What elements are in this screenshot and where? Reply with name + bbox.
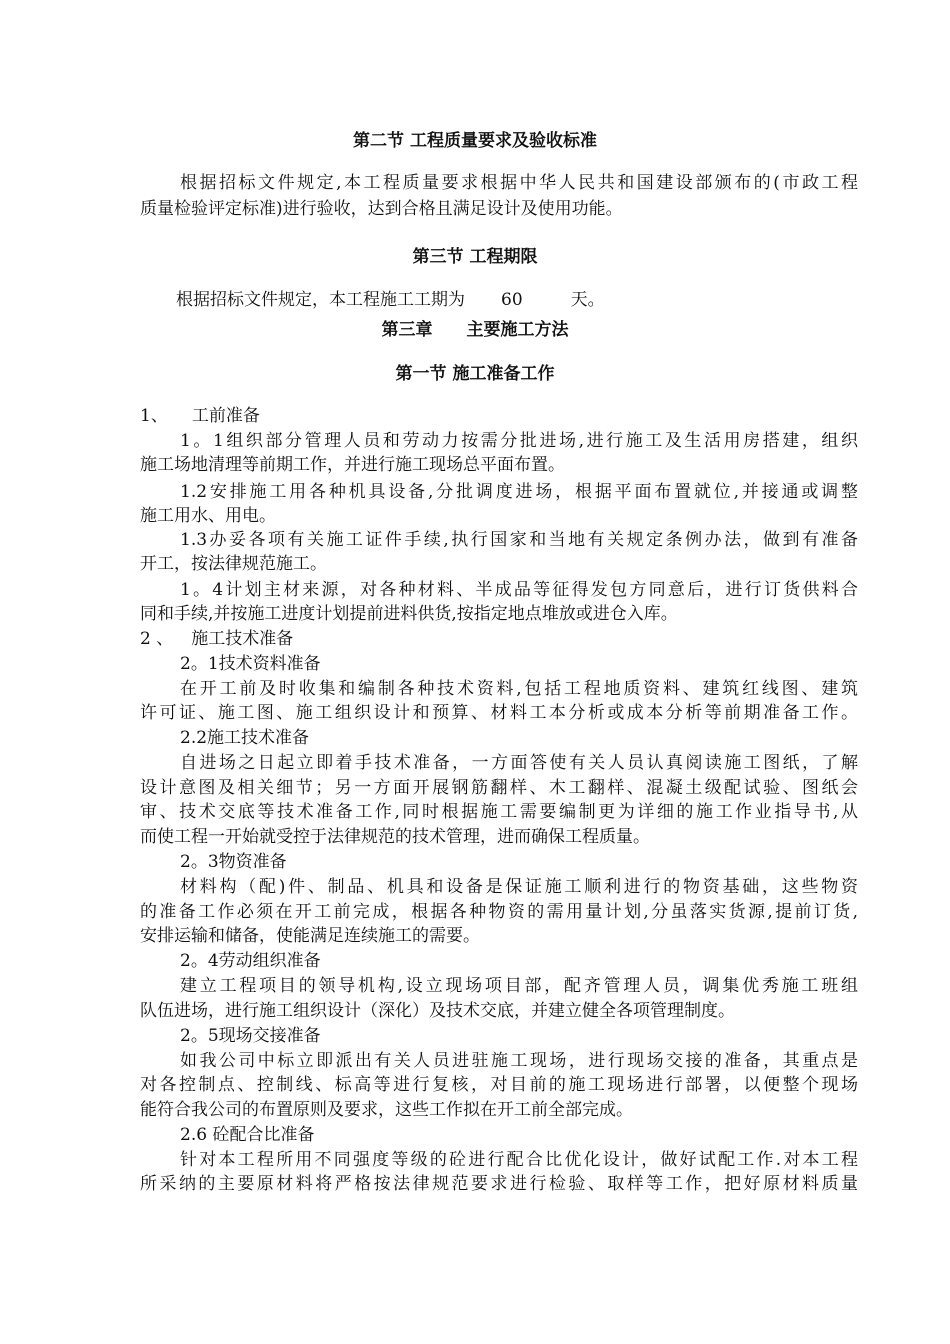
section-2-title: 第二节 工程质量要求及验收标准	[353, 131, 597, 151]
item-1-heading	[140, 405, 260, 427]
section-3-para	[176, 289, 605, 311]
para-2-3-line-2: 的准备工作必须在开工前完成，根据各种物资的需用量计划,分虽落实货源,提前订货,	[140, 902, 858, 922]
section-3-title: 第三节 工程期限	[412, 247, 538, 267]
para-2-5-line-3: 能符合我公司的布置原则及要求，这些工作拟在开工前全部完成。	[140, 1100, 633, 1120]
item-1-number: 1、	[140, 406, 168, 426]
subheading-2-3: 2。3物资准备	[180, 852, 287, 872]
para-1-4-line-2: 同和手续,并按施工进度计划提前进料供货,按指定地点堆放或进仓入库。	[140, 604, 678, 624]
subheading-2-1: 2。1技术资料准备	[180, 654, 321, 674]
para-1-2-line-1: 1.2安排施工用各种机具设备,分批调度进场，根据平面布置就位,并接通或调整	[180, 482, 858, 502]
section-3-text-before: 根据招标文件规定，本工程施工工期为	[176, 290, 465, 310]
para-2-3-line-3: 安排运输和储备，使能满足连续施工的需要。	[140, 926, 480, 946]
section-3-days: 60	[501, 290, 523, 310]
subheading-2-4: 2。4劳动组织准备	[180, 951, 321, 971]
para-2-4-line-2: 队伍进场，进行施工组织设计（深化）及技术交底，并建立健全各项管理制度。	[140, 1001, 735, 1021]
para-1-1-line-2: 施工场地清理等前期工作，并进行施工现场总平面布置。	[140, 455, 565, 475]
para-2-5-line-1: 如我公司中标立即派出有关人员进驻施工现场，进行现场交接的准备，其重点是	[180, 1051, 858, 1071]
chapter-3-label: 第三章	[381, 320, 433, 340]
chapter-3-name: 主要施工方法	[466, 320, 569, 340]
section-1-title: 第一节 施工准备工作	[395, 364, 555, 384]
para-1-2-line-2: 施工用水、用电。	[140, 506, 276, 526]
item-2-number: 2 、	[140, 629, 174, 649]
para-2-4-line-1: 建立工程项目的领导机构,设立现场项目部，配齐管理人员，调集优秀施工班组	[180, 976, 858, 996]
para-2-5-line-2: 对各控制点、控制线、标高等进行复核，对目前的施工现场进行部署，以便整个现场	[140, 1075, 858, 1095]
para-2-3-line-1: 材料构（配)件、制品、机具和设备是保证施工顺利进行的物资基础，这些物资	[180, 877, 858, 897]
para-1-3-line-2: 开工，按法律规范施工。	[140, 554, 327, 574]
para-2-6-line-2: 所采纳的主要原材料将严格按法律规范要求进行检验、取样等工作，把好原材料质量	[140, 1174, 858, 1194]
para-1-3-line-1: 1.3办妥各项有关施工证件手续,执行国家和当地有关规定条例办法，做到有准备	[180, 530, 858, 550]
chapter-3-title	[0, 315, 950, 340]
para-2-2-line-1: 自进场之日起立即着手技术准备，一方面答使有关人员认真阅读施工图纸，了解	[180, 753, 858, 773]
subheading-2-5: 2。5现场交接准备	[180, 1026, 321, 1046]
section-2-para-line-2: 质量检验评定标准)进行验收，达到合格且满足设计及使用功能。	[140, 199, 623, 219]
item-1-title: 工前准备	[191, 406, 260, 426]
para-2-1-line-2: 许可证、施工图、施工组织设计和预算、材料工本分析或成本分析等前期准备工作。	[140, 703, 858, 723]
section-3-text-after: 天。	[570, 290, 605, 310]
subheading-2-6: 2.6 砼配合比准备	[180, 1125, 315, 1145]
para-2-2-line-4: 而使工程一开始就受控于法律规范的技术管理，进而确保工程质量。	[140, 827, 650, 847]
para-2-2-line-3: 审、技术交底等技术准备工作,同时根据施工需要编制更为详细的施工作业指导书,从	[140, 802, 858, 822]
para-2-1-line-1: 在开工前及时收集和编制各种技术资料,包括工程地质资料、建筑红线图、建筑	[180, 679, 858, 699]
item-2-heading	[140, 628, 293, 650]
subheading-2-2: 2.2施工技术准备	[180, 728, 310, 748]
para-1-4-line-1: 1。4计划主材来源，对各种材料、半成品等征得发包方同意后，进行订货供料合	[180, 580, 858, 600]
para-2-6-line-1: 针对本工程所用不同强度等级的砼进行配合比优化设计，做好试配工作.对本工程	[180, 1150, 858, 1170]
section-2-para-line-1: 根据招标文件规定,本工程质量要求根据中华人民共和国建设部颁布的(市政工程	[180, 173, 858, 193]
para-2-2-line-2: 设计意图及相关细节；另一方面开展钢筋翻样、木工翻样、混凝土级配试验、图纸会	[140, 778, 858, 798]
item-2-title: 施工技术准备	[191, 629, 294, 649]
para-1-1-line-1: 1。1组织部分管理人员和劳动力按需分批进场,进行施工及生活用房搭建，组织	[180, 431, 858, 451]
